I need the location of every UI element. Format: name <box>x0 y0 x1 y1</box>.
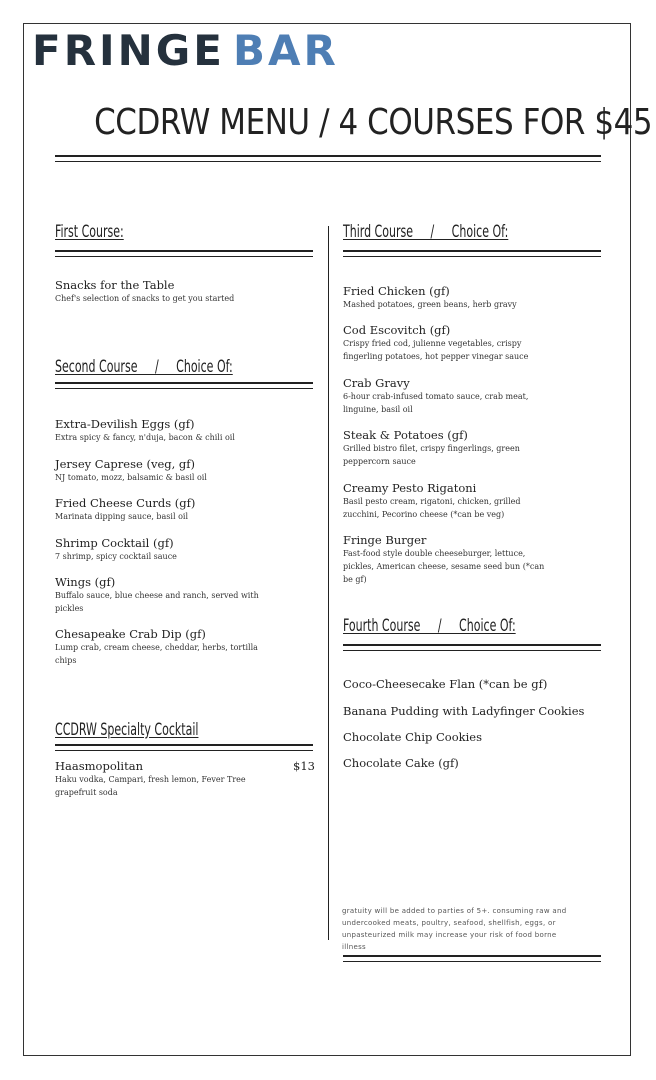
cocktail-name: Haasmopolitan <box>55 759 143 773</box>
cocktail-heading: CCDRW Specialty Cocktail <box>55 720 199 740</box>
menu-item-desc: Extra spicy & fancy, n'duja, bacon & chili oil <box>55 433 235 442</box>
menu-item-name: Creamy Pesto Rigatoni <box>343 481 477 495</box>
first-course-rule <box>55 250 313 257</box>
first-course-heading: First Course: <box>55 222 124 242</box>
menu-item-name: Shrimp Cocktail (gf) <box>55 536 174 550</box>
menu-item-name: Fringe Burger <box>343 533 427 547</box>
second-course-heading: Second Course / Choice Of: <box>55 357 233 377</box>
menu-item-name: Wings (gf) <box>55 575 116 589</box>
menu-item-desc: Fast-food style double cheeseburger, lettuce, pickles, American cheese, sesame seed bun (*can be gf) <box>343 549 545 584</box>
logo-fringe: FRINGE <box>32 26 225 75</box>
menu-item-desc: Basil pesto cream, rigatoni, chicken, grilled zucchini, Pecorino cheese (*can be veg) <box>343 497 521 519</box>
column-divider <box>328 226 329 940</box>
fineprint-rule <box>343 955 601 962</box>
menu-title: CCDRW MENU / 4 COURSES FOR $45 <box>94 102 653 143</box>
cocktail-desc: Haku vodka, Campari, fresh lemon, Fever Tree grapefruit soda <box>55 775 246 797</box>
menu-item-name: Cod Escovitch (gf) <box>343 323 451 337</box>
menu-item-desc: Marinata dipping sauce, basil oil <box>55 512 189 521</box>
menu-item-desc: Mashed potatoes, green beans, herb gravy <box>343 300 517 309</box>
menu-item-desc: Lump crab, cream cheese, cheddar, herbs, tortilla chips <box>55 643 258 665</box>
fourth-course-heading: Fourth Course / Choice Of: <box>343 616 516 636</box>
second-course-rule <box>55 382 313 389</box>
third-course-heading: Third Course / Choice Of: <box>343 222 509 242</box>
cocktail-price: $13 <box>293 759 315 773</box>
menu-item-desc: 6-hour crab-infused tomato sauce, crab meat, linguine, basil oil <box>343 392 529 414</box>
title-rule <box>55 155 601 162</box>
dessert-item: Banana Pudding with Ladyfinger Cookies <box>343 704 585 718</box>
menu-item-name: Snacks for the Table <box>55 278 175 292</box>
menu-item-desc: 7 shrimp, spicy cocktail sauce <box>55 552 177 561</box>
dessert-item: Chocolate Chip Cookies <box>343 730 483 744</box>
menu-item-name: Extra-Devilish Eggs (gf) <box>55 417 195 431</box>
menu-item-desc: Grilled bistro filet, crispy fingerlings, green peppercorn sauce <box>343 444 520 466</box>
logo-bar: BAR <box>232 26 339 75</box>
cocktail-rule <box>55 744 313 751</box>
menu-item-name: Fried Chicken (gf) <box>343 284 450 298</box>
fourth-course-rule <box>343 644 601 651</box>
menu-item-desc: Chef's selection of snacks to get you started <box>55 294 235 303</box>
menu-item-name: Jersey Caprese (veg, gf) <box>55 457 196 471</box>
menu-item-desc: Buffalo sauce, blue cheese and ranch, served with pickles <box>55 591 259 613</box>
dessert-item: Coco-Cheesecake Flan (*can be gf) <box>343 677 548 691</box>
fringe-bar-logo <box>32 28 339 74</box>
menu-item-desc: NJ tomato, mozz, balsamic & basil oil <box>55 473 207 482</box>
third-course-rule <box>343 250 601 257</box>
allergy-fineprint: gratuity will be added to parties of 5+. consuming raw and undercooked meats, poultry, seafood, shellfish, eggs, or unpasteurized milk may increase your risk of food borne illness <box>342 907 567 951</box>
menu-item-name: Steak & Potatoes (gf) <box>343 428 468 442</box>
menu-item-name: Fried Cheese Curds (gf) <box>55 496 196 510</box>
menu-item-desc: Crispy fried cod, julienne vegetables, crispy fingerling potatoes, hot pepper vinegar sauce <box>343 339 529 361</box>
menu-item-name: Crab Gravy <box>343 376 410 390</box>
menu-item-name: Chesapeake Crab Dip (gf) <box>55 627 206 641</box>
dessert-item: Chocolate Cake (gf) <box>343 756 459 770</box>
